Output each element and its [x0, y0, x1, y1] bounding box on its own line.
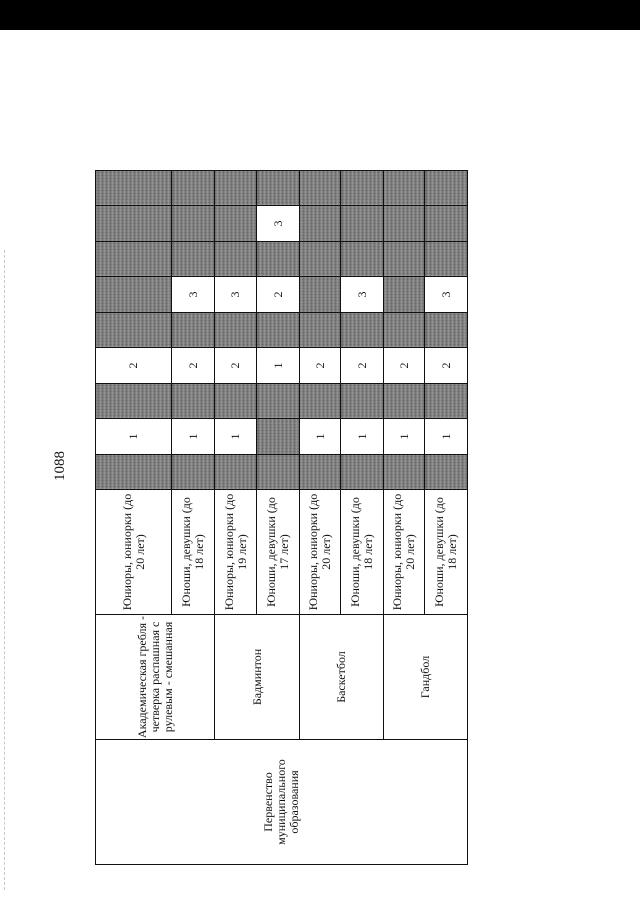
- place-cell: 3: [257, 206, 300, 242]
- shaded-cell: [172, 242, 215, 277]
- category-cell: Юниоры, юниорки (до 19 лет): [215, 490, 257, 615]
- place-cell: 2: [215, 348, 257, 384]
- shaded-cell: [96, 313, 172, 348]
- shaded-cell: [425, 171, 468, 206]
- shaded-cell: [172, 171, 215, 206]
- sport-label: Гандбол: [418, 655, 432, 699]
- place-cell: 3: [215, 277, 257, 313]
- category-cell: Юноши, девушки (до 18 лет): [425, 490, 468, 615]
- place-cell: 1: [257, 348, 300, 384]
- category-cell: Юниоры, юниорки (до 20 лет): [384, 490, 425, 615]
- shaded-cell: [341, 242, 384, 277]
- shaded-cell: [257, 419, 300, 455]
- shaded-cell: [341, 313, 384, 348]
- place-cell: 2: [172, 348, 215, 384]
- shaded-cell: [425, 384, 468, 419]
- shaded-cell: [384, 277, 425, 313]
- shaded-cell: [341, 455, 384, 490]
- category-cell: Юниоры, юниорки (до 20 лет): [300, 490, 341, 615]
- place-cell: 1: [341, 419, 384, 455]
- place-cell: 2: [341, 348, 384, 384]
- place-cell: 2: [257, 277, 300, 313]
- page-number: 1088: [52, 451, 68, 481]
- place-cell: 1: [96, 419, 172, 455]
- shaded-cell: [425, 313, 468, 348]
- shaded-cell: [384, 384, 425, 419]
- shaded-cell: [384, 206, 425, 242]
- sport-label: Баскетбол: [334, 651, 348, 703]
- shaded-cell: [300, 206, 341, 242]
- shaded-cell: [341, 206, 384, 242]
- shaded-cell: [300, 171, 341, 206]
- category-cell: Юноши, девушки (до 17 лет): [257, 490, 300, 615]
- shaded-cell: [300, 384, 341, 419]
- shaded-cell: [172, 455, 215, 490]
- shaded-cell: [96, 277, 172, 313]
- shaded-cell: [384, 313, 425, 348]
- category-cell: Юноши, девушки (до 18 лет): [172, 490, 215, 615]
- shaded-cell: [257, 313, 300, 348]
- shaded-cell: [300, 242, 341, 277]
- shaded-cell: [215, 455, 257, 490]
- competition-table: [95, 170, 468, 865]
- place-cell: 2: [300, 348, 341, 384]
- place-cell: 3: [425, 277, 468, 313]
- shaded-cell: [172, 313, 215, 348]
- shaded-cell: [384, 242, 425, 277]
- place-cell: 1: [300, 419, 341, 455]
- shaded-cell: [257, 242, 300, 277]
- shaded-cell: [215, 242, 257, 277]
- rotated-page: [40, 10, 610, 890]
- sport-cell: [215, 615, 300, 740]
- shaded-cell: [96, 455, 172, 490]
- shaded-cell: [172, 384, 215, 419]
- place-cell: 2: [96, 348, 172, 384]
- sport-label: Академическая гребля - четверка распашная с рулевым - смешанная: [134, 615, 175, 739]
- shaded-cell: [215, 384, 257, 419]
- place-cell: 1: [425, 419, 468, 455]
- shaded-cell: [257, 455, 300, 490]
- place-cell: 3: [172, 277, 215, 313]
- shaded-cell: [425, 206, 468, 242]
- shaded-cell: [384, 171, 425, 206]
- place-cell: 3: [341, 277, 384, 313]
- shaded-cell: [341, 384, 384, 419]
- category-cell: Юноши, девушки (до 18 лет): [341, 490, 384, 615]
- shaded-cell: [96, 242, 172, 277]
- place-cell: 1: [215, 419, 257, 455]
- sport-cell: [300, 615, 384, 740]
- sport-cell: [96, 615, 215, 740]
- shaded-cell: [300, 313, 341, 348]
- shaded-cell: [215, 313, 257, 348]
- category-cell: Юниоры, юниорки (до 20 лет): [96, 490, 172, 615]
- place-cell: 1: [172, 419, 215, 455]
- shaded-cell: [257, 171, 300, 206]
- shaded-cell: [215, 171, 257, 206]
- shaded-cell: [172, 206, 215, 242]
- place-cell: 2: [425, 348, 468, 384]
- shaded-cell: [384, 455, 425, 490]
- place-cell: 1: [384, 419, 425, 455]
- scan-edge-line: [4, 250, 6, 890]
- competition-label: Первенство муниципального образования: [261, 759, 301, 845]
- shaded-cell: [341, 171, 384, 206]
- shaded-cell: [300, 455, 341, 490]
- shaded-cell: [215, 206, 257, 242]
- competition-cell: [96, 740, 468, 865]
- shaded-cell: [96, 206, 172, 242]
- shaded-cell: [300, 277, 341, 313]
- place-cell: 2: [384, 348, 425, 384]
- shaded-cell: [96, 171, 172, 206]
- shaded-cell: [425, 242, 468, 277]
- sport-label: Бадминтон: [249, 648, 264, 706]
- shaded-cell: [257, 384, 300, 419]
- table-row: [96, 171, 172, 865]
- shaded-cell: [96, 384, 172, 419]
- shaded-cell: [425, 455, 468, 490]
- sport-cell: [384, 615, 468, 740]
